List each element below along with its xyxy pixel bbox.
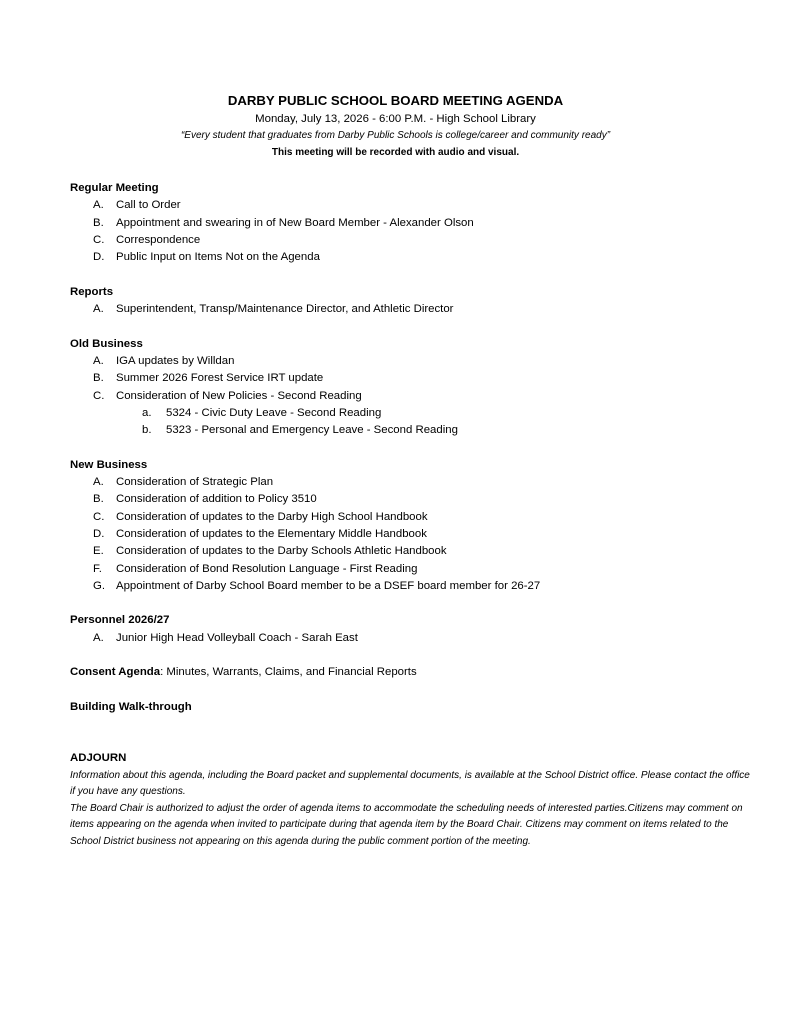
item-text: Consideration of addition to Policy 3510 <box>116 493 317 506</box>
spacer <box>70 595 750 612</box>
list-item <box>70 509 750 526</box>
district-motto: “Every student that graduates from Darby Public Schools is college/career and community ready” <box>180 130 611 141</box>
section-title: Old Business <box>70 337 143 350</box>
item-marker: D. <box>93 251 105 264</box>
list-item <box>70 301 750 318</box>
section-title: Regular Meeting <box>70 182 159 194</box>
item-marker: C. <box>93 389 105 402</box>
item-marker: E. <box>93 545 104 558</box>
sub-list-item <box>70 405 750 422</box>
item-text: 5324 - Civic Duty Leave - Second Reading <box>166 406 382 419</box>
item-marker: B. <box>93 216 104 229</box>
item-text: Call to Order <box>116 199 181 212</box>
item-marker: G. <box>93 579 106 592</box>
item-text: Public Input on Items Not on the Agenda <box>116 251 320 264</box>
agenda-title: DARBY PUBLIC SCHOOL BOARD MEETING AGENDA <box>227 93 564 108</box>
adjourn-heading: ADJOURN <box>70 752 127 765</box>
consent-label: Consent Agenda <box>70 666 161 679</box>
item-text: Consideration of New Policies - Second Reading <box>116 389 362 402</box>
spacer <box>70 647 750 664</box>
item-text: Consideration of updates to the Elementary Middle Handbook <box>116 527 427 540</box>
item-text: Consideration of Strategic Plan <box>116 476 274 489</box>
item-marker: A. <box>93 303 104 316</box>
list-item <box>70 630 750 647</box>
section-regular-meeting <box>70 180 750 266</box>
spacer <box>70 682 750 699</box>
item-marker: A. <box>93 631 104 644</box>
spacer <box>70 266 750 283</box>
item-text: Summer 2026 Forest Service IRT update <box>116 372 324 385</box>
agenda-header <box>0 92 791 161</box>
item-marker: B. <box>93 372 104 385</box>
item-text: Superintendent, Transp/Maintenance Director, and Athletic Director <box>116 303 454 316</box>
item-text: Consideration of updates to the Darby Schools Athletic Handbook <box>116 545 447 558</box>
section-reports <box>70 284 750 319</box>
list-item <box>70 474 750 491</box>
section-title: Personnel 2026/27 <box>70 614 170 627</box>
item-marker: A. <box>93 199 104 212</box>
consent-agenda <box>70 664 750 681</box>
consent-text: : Minutes, Warrants, Claims, and Financial Reports <box>160 666 417 679</box>
item-text: Consideration of Bond Resolution Language - First Reading <box>116 562 418 575</box>
item-text: Appointment and swearing in of New Board Member - Alexander Olson <box>116 216 474 229</box>
sub-list-item <box>70 422 750 439</box>
item-text: 5323 - Personal and Emergency Leave - Second Reading <box>166 424 458 437</box>
section-title: Reports <box>70 285 114 298</box>
item-marker: C. <box>93 233 105 246</box>
list-item <box>70 543 750 560</box>
list-item <box>70 388 750 405</box>
list-item <box>70 491 750 508</box>
spacer <box>70 439 750 456</box>
item-marker: C. <box>93 510 105 523</box>
list-item <box>70 197 750 214</box>
list-item <box>70 526 750 543</box>
section-old-business <box>70 336 750 440</box>
board-chair-note: The Board Chair is authorized to adjust the order of agenda items to accommodate the scheduling needs of interested parties.Citizens may comment on items appearing on the agenda when invited to participate during that agenda item by the Board Chair. Citizens may comment on items related to the School District business not appearing on this agenda during the public comment portion of the meeting. <box>70 802 743 847</box>
item-marker: D. <box>93 527 105 540</box>
list-item <box>70 249 750 266</box>
section-personnel <box>70 612 750 647</box>
item-marker: F. <box>93 562 102 575</box>
agenda-info-note: Information about this agenda, including the Board packet and supplemental documents, is available at the School District office. Please contact the office if you have any questions. <box>70 769 750 798</box>
item-text: Junior High Head Volleyball Coach - Sarah East <box>116 631 358 644</box>
agenda-body <box>70 180 750 850</box>
agenda-notes <box>70 768 750 851</box>
item-marker: A. <box>93 476 104 489</box>
item-marker: B. <box>93 493 104 506</box>
meeting-datetime: Monday, July 13, 2026 - 6:00 P.M. - High School Library <box>255 113 536 125</box>
item-marker: a. <box>142 406 152 419</box>
spacer <box>70 318 750 335</box>
item-marker: A. <box>93 354 104 367</box>
item-marker: b. <box>142 424 152 437</box>
list-item <box>70 215 750 232</box>
item-text: Appointment of Darby School Board member to be a DSEF board member for 26-27 <box>116 579 541 592</box>
item-text: Correspondence <box>116 233 201 246</box>
list-item <box>70 353 750 370</box>
item-text: Consideration of updates to the Darby High School Handbook <box>116 510 428 523</box>
section-title: New Business <box>70 458 148 471</box>
section-new-business <box>70 457 750 595</box>
recording-notice: This meeting will be recorded with audio and visual. <box>271 147 520 158</box>
list-item <box>70 578 750 595</box>
list-item <box>70 232 750 249</box>
building-walkthrough: Building Walk-through <box>70 700 192 713</box>
list-item <box>70 370 750 387</box>
list-item <box>70 561 750 578</box>
item-text: IGA updates by Willdan <box>116 354 235 367</box>
